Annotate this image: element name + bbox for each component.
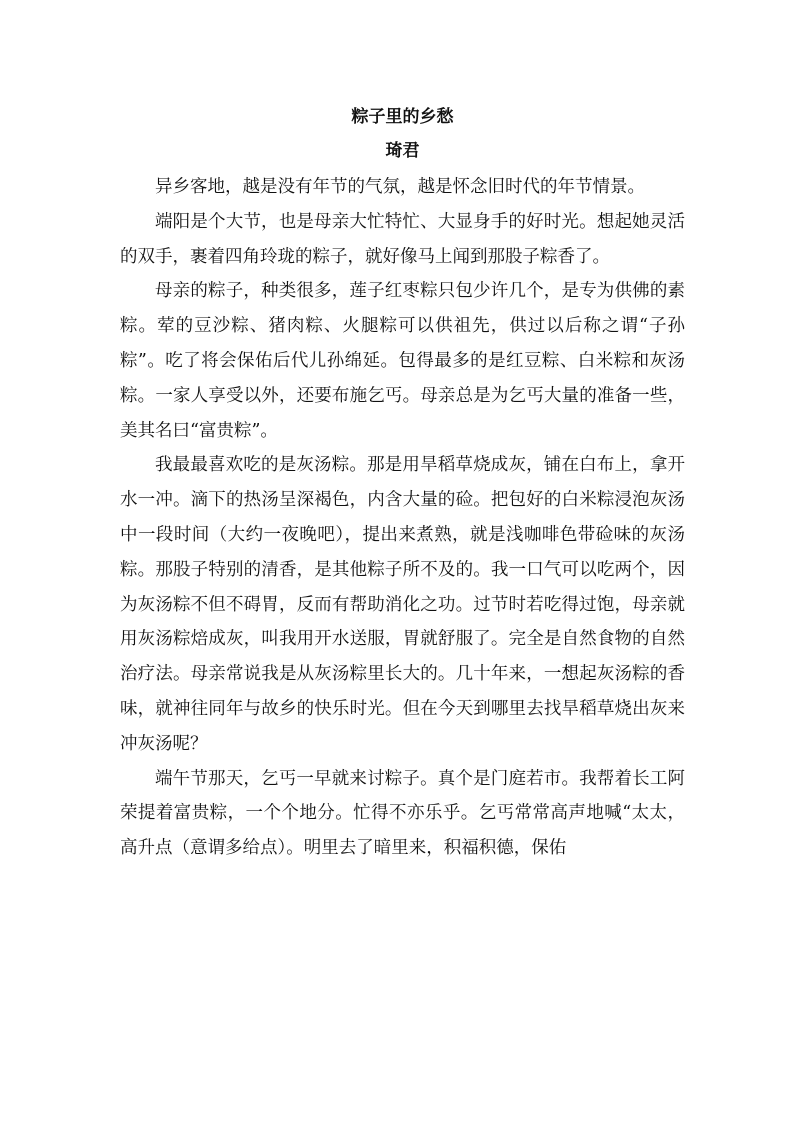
document-body [120,102,685,866]
paragraph: 异乡客地，越是没有年节的气氛，越是怀念旧时代的年节情景。 [155,177,645,197]
document-title: 粽子里的乡愁 [351,107,454,127]
paragraph: 我最最喜欢吃的是灰汤粽。那是用旱稻草烧成灰，铺在白布上，拿开水一冲。滴下的热汤呈深褐色，内含大量的硷。把包好的白米粽浸泡灰汤中一段时间（大约一夜晚吧），提出来煮熟，就是浅咖啡色带硷味的灰汤粽。那股子特别的清香，是其他粽子所不及的。我一口气可以吃两个，因为灰汤粽不但不碍胃，反而有帮助消化之功。过节时若吃得过饱，母亲就用灰汤粽焙成灰，叫我用开水送服，胃就舒服了。完全是自然食物的自然治疗法。母亲常说我是从灰汤粽里长大的。几十年来，一想起灰汤粽的香味，就神往同年与故乡的快乐时光。但在今天到哪里去找旱稻草烧出灰来冲灰汤呢？ [120,455,685,754]
paragraph: 端午节那天，乞丐一早就来讨粽子。真个是门庭若市。我帮着长工阿荣提着富贵粽，一个个地分。忙得不亦乐乎。乞丐常常高声地喊“太太，高升点（意谓多给点）。明里去了暗里来，积福积德，保佑 [120,768,685,859]
paragraph: 端阳是个大节，也是母亲大忙特忙、大显身手的好时光。想起她灵活的双手，裹着四角玲珑的粽子，就好像马上闻到那股子粽香了。 [120,211,685,267]
document-author: 琦君 [385,141,420,161]
paragraph: 母亲的粽子，种类很多，莲子红枣粽只包少许几个，是专为供佛的素粽。荤的豆沙粽、猪肉粽、火腿粽可以供祖先，供过以后称之谓“子孙粽”。吃了将会保佑后代儿孙绵延。包得最多的是红豆粽、白米粽和灰汤粽。一家人享受以外，还要布施乞丐。母亲总是为乞丐大量的准备一些，美其名曰“富贵粽”。 [120,281,685,441]
